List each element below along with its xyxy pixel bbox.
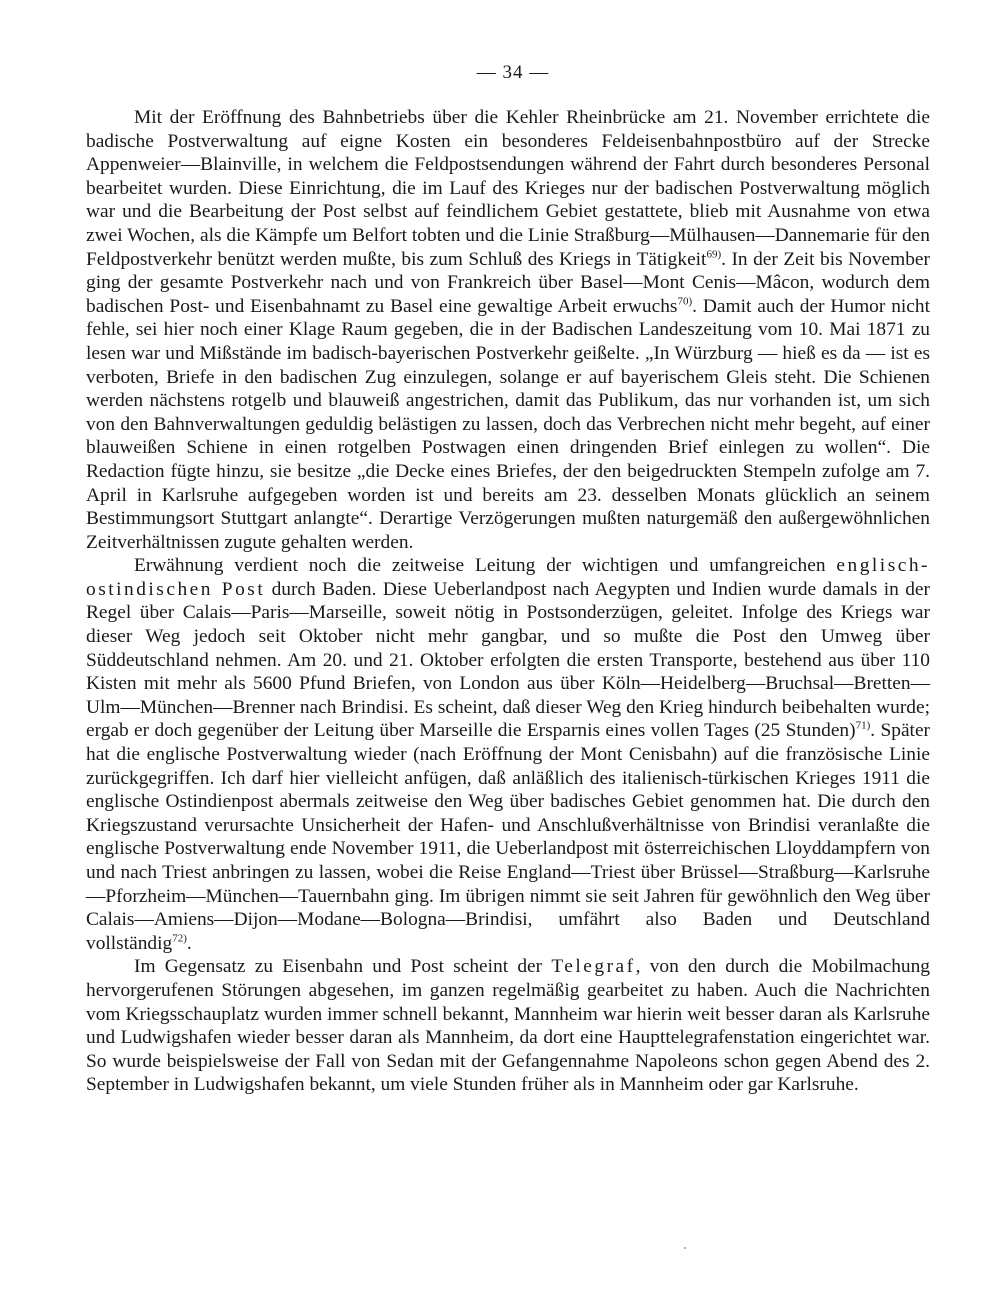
footnote-marker: 70)	[677, 295, 693, 308]
text-run: Mit der Eröffnung des Bahnbetriebs über die Kehler Rheinbrücke am 21. November errichtete die badische Postverwaltung auf eigne Kosten ein besonderes Feldeisenbahnpostbüro auf der Strecke Appenweier—Blainville, in welchem die Feldpostsendungen während der Fahrt durch besonderes Personal bearbeitet wurden. Diese Einrichtung, die im Lauf des Krieges nur der badischen Postverwaltung möglich war und die Bearbeitung der Post selbst auf feindlichem Gebiet gestattete, blieb mit Ausnahme von etwa zwei Wochen, als die Kämpfe um Belfort tobten und die Linie Straßburg—Mülhausen—Dannemarie für den Feldpostverkehr benützt werden mußte, bis zum Schluß des Kriegs in Tätigkeit	[86, 107, 930, 270]
text-run: .	[186, 932, 192, 954]
spaced-emphasis: Telegraf	[551, 956, 636, 978]
text-run: Im Gegensatz zu Eisenbahn und Post scheint der	[134, 956, 552, 978]
text-run: . Später hat die englische Postverwaltung wieder (nach Eröffnung der Mont Cenisbahn) auf die französische Linie zurückgegriffen. Ich darf hier vielleicht anfügen, daß anläßlich des italienisch-türkischen Krieges 1911 die englische Ostindienpost abermals zeitweise den Weg über badisches Gebiet genommen hat. Die durch den Kriegszustand verursachte Unsicherheit der Hafen- und Anschlußverhältnisse von Brindisi veranlaßte die englische Postverwaltung ende November 1911, die Ueberlandpost mit österreichischen Lloyddampfern von und nach Triest anbringen zu lassen, wobei die Reise England—Triest über Brüssel—Straßburg—Karlsruhe—Pforzheim—München—Tauernbahn ging. Im übrigen nimmt sie seit Jahren für gewöhnlich den Weg über Calais—Amiens—Dijon—Modane—Bologna—Brindisi, umfährt also Baden und Deutschland vollständig	[86, 720, 931, 954]
body-text	[86, 106, 930, 1097]
paragraph	[86, 554, 930, 955]
paragraph	[86, 106, 930, 554]
text-run: . In der Zeit bis November ging der gesamte Postverkehr nach und von Frankreich über Basel—Mont Cenis—Mâcon, wodurch dem badischen Post- und Eisenbahnamt zu Basel eine gewaltige Arbeit erwuchs	[86, 248, 930, 317]
text-run: durch Baden. Diese Ueberlandpost nach Aegypten und Indien wurde damals in der Regel über Calais—Paris—Marseille, soweit nötig in Postsonderzügen, geleitet. Infolge des Kriegs war dieser Weg jedoch seit Oktober nicht mehr gangbar, und so mußte die Post den Umweg über Süddeutschland nehmen. Am 20. und 21. Oktober erfolgten die ersten Transporte, bestehend aus über 110 Kisten mit mehr als 5600 Pfund Briefen, von London aus über Köln—Heidelberg—Bruchsal—Bretten—Ulm—München—Brenner nach Brindisi. Es scheint, daß dieser Weg den Krieg hindurch beibehalten wurde; ergab er doch gegenüber der Leitung über Marseille die Ersparnis eines vollen Tages (25 Stunden)	[86, 578, 930, 742]
footnote-marker: 72)	[172, 932, 187, 945]
footnote-marker: 69)	[706, 248, 722, 261]
spaced-emphasis: englisch-ostindischen Post	[86, 555, 930, 600]
paragraph	[86, 955, 930, 1097]
scan-speck	[684, 1247, 686, 1249]
text-run: Erwähnung verdient noch die zeitweise Leitung der wichtigen und umfangreichen	[134, 555, 837, 577]
page-number: — 34 —	[476, 62, 550, 83]
text-run: , von den durch die Mobilmachung hervorgerufenen Störungen abgesehen, im ganzen regelmäßig gearbeitet zu haben. Auch die Nachrichten vom Kriegsschauplatz wurden immer schnell bekannt, Mannheim war hierin weit besser daran als Karlsruhe und Ludwigshafen wieder besser daran als Mannheim, da dort eine Haupttelegrafenstation eingerichtet war. So wurde beispielsweise der Fall von Sedan mit der Gefangennahme Napoleons schon gegen Abend des 2. September in Ludwigshafen bekannt, um viele Stunden früher als in Mannheim oder gar Karlsruhe.	[86, 956, 930, 1096]
footnote-marker: 71)	[855, 719, 871, 732]
text-run: . Damit auch der Humor nicht fehle, sei hier noch einer Klage Raum gegeben, die in der Badischen Landeszeitung vom 10. Mai 1871 zu lesen war und Mißstände im badisch-bayerischen Postverkehr geißelte. „In Würzburg — hieß es da — ist es verboten, Briefe in den badischen Zug einzulegen, solange er auf bayerischem Gleis steht. Die Schienen werden nächstens rotgelb und blauweiß angestrichen, damit das Publikum, das nur vorhanden ist, um sich von den Bahnverwaltungen geduldig belästigen zu lassen, doch das Verbrechen nicht mehr begeht, auf einer blauweißen Schiene in einen rotgelben Postwagen einen dringenden Brief einlegen zu wollen“. Die Redaction fügte hinzu, sie besitze „die Decke eines Briefes, der den beigedruckten Stempeln zufolge am 7. April in Karlsruhe aufgegeben worden ist und bereits am 23. desselben Monats glücklich an seinem Bestimmungsort Stuttgart anlangte“. Derartige Verzögerungen mußten naturgemäß den außergewöhnlichen Zeitverhältnissen zugute gehalten werden.	[86, 295, 930, 553]
